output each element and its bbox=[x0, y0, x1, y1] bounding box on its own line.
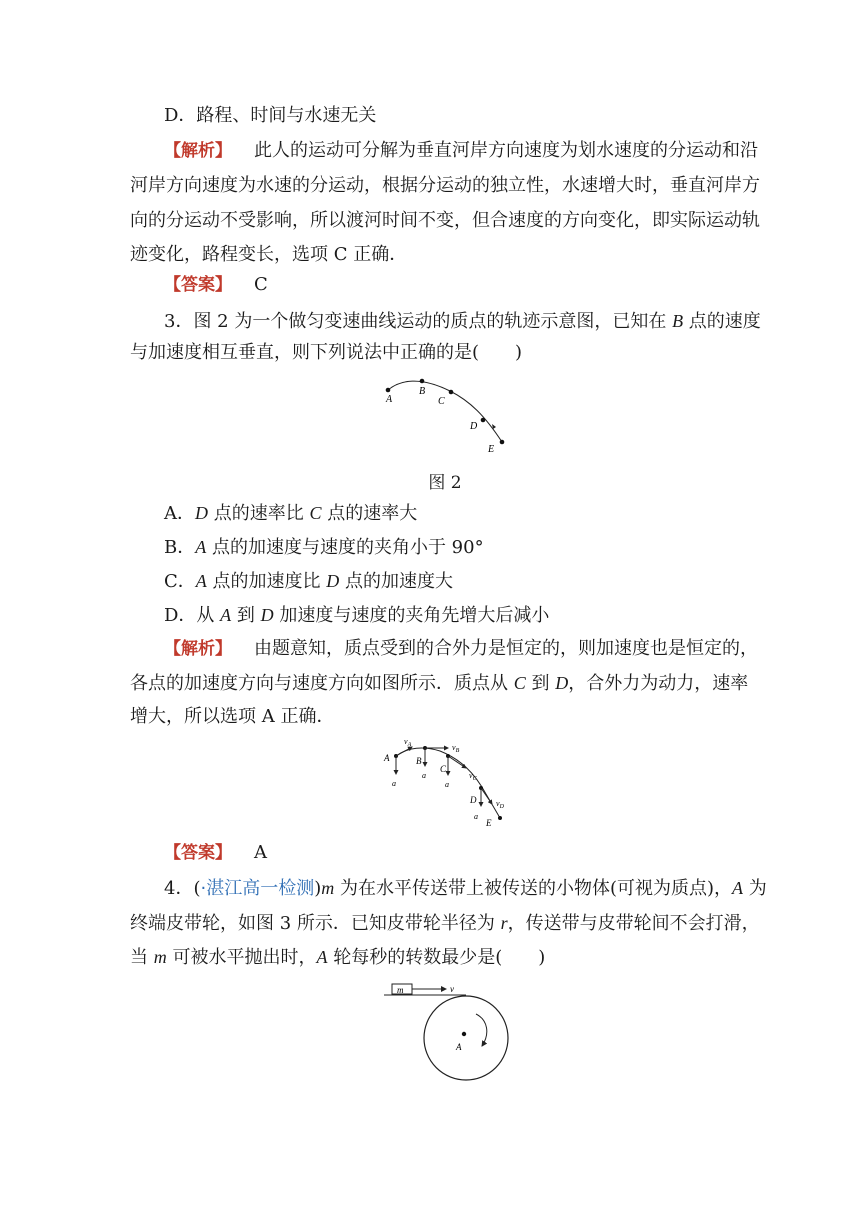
figure-2-trajectory bbox=[370, 368, 530, 458]
fig2-label-c: C bbox=[438, 396, 445, 407]
q2-jiexi-line-4: 迹变化，路程变长，选项 C 正确． bbox=[130, 244, 408, 265]
fig-va-vb: $v_B$ bbox=[452, 743, 460, 754]
q3-option-c: C．A 点的加速度比 D 点的加速度大 bbox=[164, 571, 453, 592]
q3-answer-tag: 【答案】 bbox=[164, 843, 232, 863]
fig-va-vd: $v_D$ bbox=[496, 799, 504, 810]
q3-stem-text: 3．图 2 为一个做匀变速曲线运动的质点的轨迹示意图，已知在 bbox=[164, 311, 673, 332]
fig2-label-b: B bbox=[419, 386, 426, 397]
fig2-label-e: E bbox=[488, 444, 495, 455]
fig-va-label-c: C bbox=[440, 764, 447, 774]
fig3-label-a: A bbox=[456, 1042, 462, 1052]
q3-option-b: B．A 点的加速度与速度的夹角小于 90° bbox=[164, 537, 484, 558]
q3-option-d: D．从 A 到 D 加速度与速度的夹角先增大后减小 bbox=[164, 605, 550, 626]
q3-answer-line bbox=[164, 841, 784, 865]
q3-option-a: A．D 点的速率比 C 点的速率大 bbox=[164, 503, 418, 524]
q2-answer: C bbox=[254, 274, 268, 295]
fig-va-a3: a bbox=[445, 780, 449, 789]
q3-stem-line-2: 与加速度相互垂直，则下列说法中正确的是( ) bbox=[130, 342, 523, 363]
q2-jiexi-line-2: 河岸方向速度为水速的分运动，根据分运动的独立性，水速增大时，垂直河岸方 bbox=[130, 175, 760, 196]
fig-va-a4: a bbox=[474, 812, 478, 821]
fig-va-vc: $v_C$ bbox=[469, 771, 477, 782]
q3-stem-text-b: 点的速度 bbox=[683, 311, 761, 332]
q4-stem-line-3: 当 m 可被水平抛出时，A 轮每秒的转数最少是( ) bbox=[130, 947, 546, 968]
fig-va-a1: a bbox=[392, 779, 396, 788]
fig2-label-a: A bbox=[386, 394, 393, 405]
fig-va-label-d: D bbox=[470, 795, 477, 805]
q2-jiexi-tag: 【解析】 bbox=[164, 141, 232, 161]
figure-3-pulley bbox=[376, 976, 526, 1088]
q2-jiexi-line-1 bbox=[164, 139, 784, 163]
q2-jiexi-text-1: 此人的运动可分解为垂直河岸方向速度为划水速度的分运动和沿 bbox=[254, 140, 758, 161]
fig-va-a2: a bbox=[422, 771, 426, 780]
q3-jiexi-tag: 【解析】 bbox=[164, 639, 232, 659]
q4-stem-line-1: 4．(·湛江高一检测)m 为在水平传送带上被传送的小物体(可视为质点)，A 为 bbox=[164, 878, 767, 899]
fig-va-va: $v_A$ bbox=[404, 737, 412, 748]
pulley-wheel bbox=[424, 996, 508, 1080]
fig-va-label-b: B bbox=[416, 756, 422, 766]
q2-jiexi-line-3: 向的分运动不受影响，所以渡河时间不变，但合速度的方向变化，即实际运动轨 bbox=[130, 210, 760, 231]
fig3-label-m: m bbox=[397, 985, 404, 995]
q2-answer-tag: 【答案】 bbox=[164, 275, 232, 295]
fig2-label-d: D bbox=[470, 421, 478, 432]
q3-stem-var: B bbox=[672, 311, 684, 331]
q3-jiexi-line-2: 各点的加速度方向与速度方向如图所示．质点从 C 到 D，合外力为动力，速率 bbox=[130, 673, 749, 694]
q3-answer: A bbox=[254, 842, 267, 863]
fig-va-label-a: A bbox=[384, 753, 390, 763]
q3-jiexi-line-1: 【解析】 由题意知，质点受到的合外力是恒定的，则加速度也是恒定的， bbox=[164, 638, 758, 659]
q4-source: ·湛江高一检测 bbox=[200, 878, 315, 899]
q4-stem-line-2: 终端皮带轮，如图 3 所示．已知皮带轮半径为 r，传送带与皮带轮间不会打滑， bbox=[130, 913, 760, 934]
figure-2-caption: 图 2 bbox=[428, 473, 462, 493]
q2-option-d: D．路程、时间与水速无关 bbox=[164, 105, 377, 126]
q3-jiexi-line-3: 增大，所以选项 A 正确． bbox=[130, 706, 335, 727]
q3-stem-line-1 bbox=[164, 309, 784, 334]
fig-va-label-e: E bbox=[486, 818, 492, 828]
figure-velocity-acceleration bbox=[376, 734, 526, 830]
fig3-label-v: v bbox=[450, 984, 454, 994]
q2-answer-line bbox=[164, 273, 784, 297]
